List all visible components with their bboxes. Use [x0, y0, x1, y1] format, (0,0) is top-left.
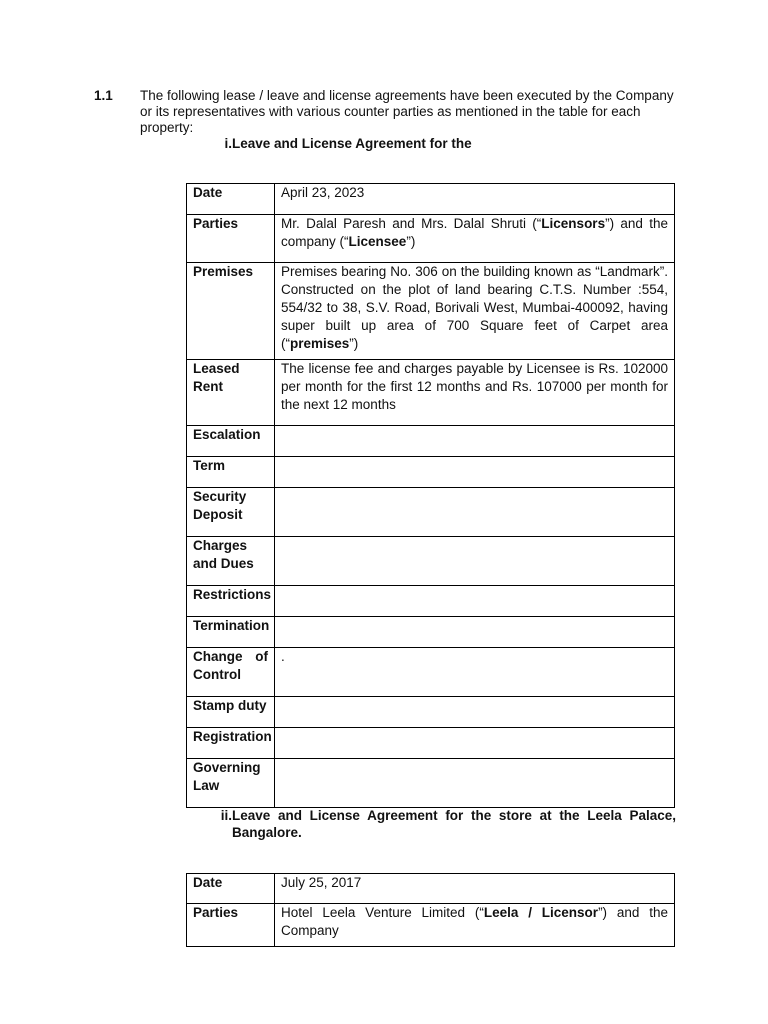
table-row-term — [187, 457, 675, 488]
agreement-2-title: Leave and License Agreement for the store at the Leela Palace, Bangalore. — [232, 808, 676, 840]
row-value — [275, 617, 675, 648]
row-value: . — [275, 648, 675, 697]
row-value: July 25, 2017 — [275, 874, 675, 904]
row-label: Security Deposit — [187, 488, 275, 537]
row-label: Governing Law — [187, 759, 275, 808]
table-row-parties — [187, 215, 675, 263]
row-value — [275, 457, 675, 488]
table-row-security-deposit — [187, 488, 675, 537]
table-row-governing-law — [187, 759, 675, 808]
row-value — [275, 586, 675, 617]
table-row-date — [187, 184, 675, 215]
table-row-leased-rent — [187, 360, 675, 426]
row-label: Premises — [187, 263, 275, 360]
row-label: Termination — [187, 617, 275, 648]
table-row-stamp-duty — [187, 697, 675, 728]
row-label: Escalation — [187, 426, 275, 457]
agreement-1-table — [186, 183, 675, 808]
row-value: The license fee and charges payable by Licensee is Rs. 102000 per month for the first 12 months and Rs. 107000 per month for the next 12 months — [275, 360, 675, 426]
row-value — [275, 537, 675, 586]
row-label: Term — [187, 457, 275, 488]
row-label: Date — [187, 184, 275, 215]
row-label: Charges and Dues — [187, 537, 275, 586]
clause-text: The following lease / leave and license agreements have been executed by the Company or its representatives with various counter parties as mentioned in the table for each property: — [140, 88, 674, 135]
table-row-restrictions — [187, 586, 675, 617]
agreement-2-table — [186, 873, 675, 947]
row-label: Date — [187, 874, 275, 904]
row-value: Mr. Dalal Paresh and Mrs. Dalal Shruti (“Licensors”) and the company (“Licensee”) — [275, 215, 675, 263]
table-row-termination — [187, 617, 675, 648]
agreement-1-number: i. — [224, 136, 232, 151]
table-row-parties — [187, 904, 675, 947]
clause-number: 1.1 — [94, 88, 113, 103]
row-value — [275, 697, 675, 728]
row-value: April 23, 2023 — [275, 184, 675, 215]
row-value: Hotel Leela Venture Limited (“Leela / Licensor”) and the Company — [275, 904, 675, 947]
row-label: Leased Rent — [187, 360, 275, 426]
row-label: Stamp duty — [187, 697, 275, 728]
row-label: Change of Control — [187, 648, 275, 697]
row-label: Parties — [187, 215, 275, 263]
table-row-change-of-control — [187, 648, 675, 697]
row-value — [275, 728, 675, 759]
row-label: Restrictions — [187, 586, 275, 617]
row-label: Parties — [187, 904, 275, 947]
table-row-date — [187, 874, 675, 904]
table-row-charges-dues — [187, 537, 675, 586]
agreement-1-title: Leave and License Agreement for the — [232, 136, 472, 151]
row-label: Registration — [187, 728, 275, 759]
table-row-registration — [187, 728, 675, 759]
row-value: Premises bearing No. 306 on the building known as “Landmark”. Constructed on the plot of land bearing C.T.S. Number :554, 554/32 to 38, S.V. Road, Borivali West, Mumbai-400092, having super built up area of 700 Square feet of Carpet area (“premises”) — [275, 263, 675, 360]
table-row-premises — [187, 263, 675, 360]
table-row-escalation — [187, 426, 675, 457]
agreement-2-number: ii. — [220, 808, 232, 823]
row-value — [275, 488, 675, 537]
row-value — [275, 426, 675, 457]
row-value — [275, 759, 675, 808]
